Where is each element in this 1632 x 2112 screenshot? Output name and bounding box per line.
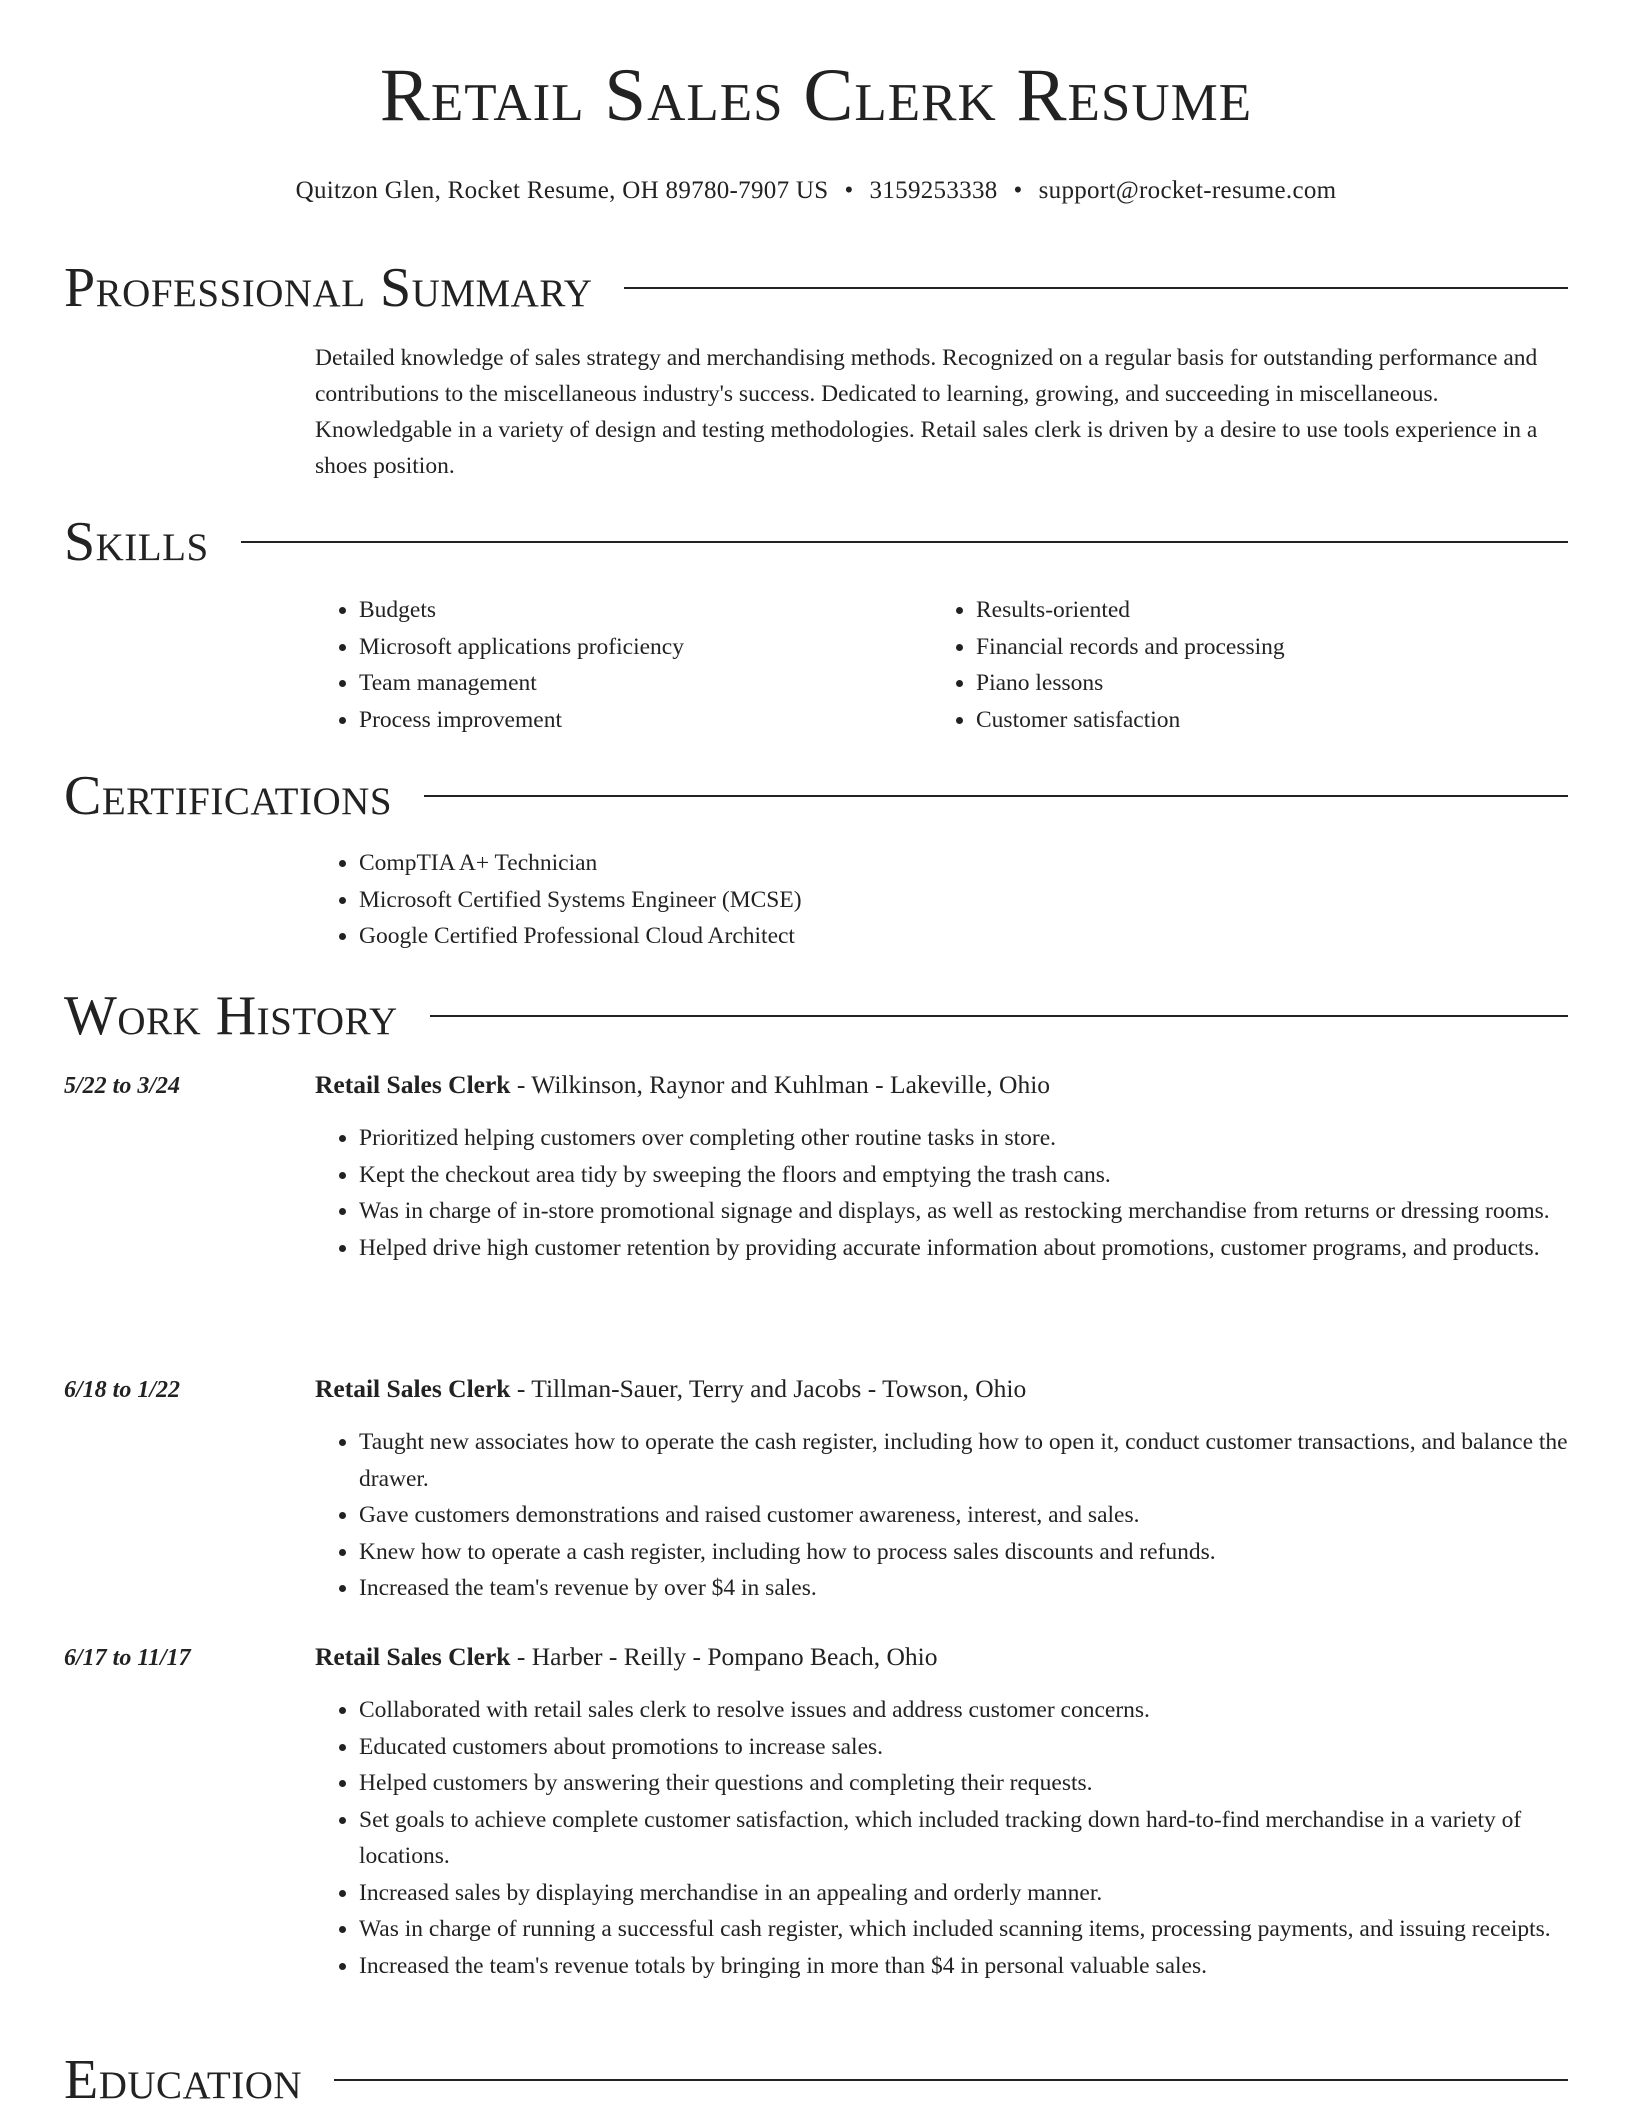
job-bullets (315, 1120, 1570, 1266)
section-work-history (64, 985, 1568, 1047)
job-employer: - Wilkinson, Raynor and Kuhlman - Lakeville, Ohio (510, 1070, 1051, 1099)
list-item: • Google Certified Professional Cloud Architect (359, 918, 1570, 955)
job-employer: - Tillman-Sauer, Terry and Jacobs - Towson, Ohio (510, 1374, 1027, 1403)
job-role: Retail Sales Clerk (315, 1070, 511, 1099)
list-item: • Increased sales by displaying merchandise in an appealing and orderly manner. (359, 1875, 1570, 1912)
skills-left-list (315, 592, 932, 738)
skills-list (315, 592, 1570, 738)
contact-address: Quitzon Glen, Rocket Resume, OH 89780-7907 US (295, 177, 829, 204)
job-bullet-list (315, 1120, 1570, 1266)
list-item: • Financial records and processing (976, 629, 1549, 666)
job-bullets (315, 1424, 1570, 1607)
list-item: • Was in charge of running a successful cash register, which included scanning items, processing payments, and issuing receipts. (359, 1911, 1570, 1948)
section-divider (424, 795, 1568, 797)
list-item: • Helped customers by answering their questions and completing their requests. (359, 1765, 1570, 1802)
job-title (315, 1640, 1570, 1674)
section-heading: Skills (64, 511, 209, 573)
job-employer: - Harber - Reilly - Pompano Beach, Ohio (510, 1642, 938, 1671)
list-item: • Educated customers about promotions to increase sales. (359, 1729, 1570, 1766)
job-bullet-list (315, 1424, 1570, 1607)
job-bullets (315, 1692, 1570, 1984)
contact-phone: 3159253338 (869, 177, 998, 204)
section-certifications (64, 765, 1568, 827)
section-divider (334, 2079, 1568, 2081)
certifications-items (315, 845, 1570, 955)
summary-text: Detailed knowledge of sales strategy and merchandising methods. Recognized on a regular basis for outstanding performance and contributions to the miscellaneous industry's success. Dedicated to learning, growing, and succeeding in miscellaneous. Knowledgable in a variety of design and testing methodologies. Retail sales clerk is driven by a desire to use tools experience in a shoes position. (315, 345, 1538, 479)
section-heading: Education (64, 2049, 303, 2111)
list-item: • Results-oriented (976, 592, 1549, 629)
list-item: • Customer satisfaction (976, 702, 1549, 739)
section-skills (64, 511, 1568, 573)
section-divider (241, 541, 1568, 543)
section-heading: Work History (64, 985, 398, 1047)
section-divider (624, 287, 1568, 289)
contact-line (0, 174, 1632, 208)
list-item: • Team management (359, 665, 932, 702)
section-heading: Certifications (64, 765, 393, 827)
section-professional-summary (64, 257, 1568, 319)
list-item: • Taught new associates how to operate the cash register, including how to open it, conduct customer transactions, and balance the drawer. (359, 1424, 1570, 1497)
job-dates: 6/17 to 11/17 (64, 1645, 191, 1671)
list-item: • Budgets (359, 592, 932, 629)
list-item: • Increased the team's revenue by over $4 in sales. (359, 1570, 1570, 1607)
list-item: • Microsoft Certified Systems Engineer (MCSE) (359, 882, 1570, 919)
list-item: • Gave customers demonstrations and raised customer awareness, interest, and sales. (359, 1497, 1570, 1534)
list-item: • Microsoft applications proficiency (359, 629, 932, 666)
resume-title: Retail Sales Clerk Resume (379, 54, 1253, 137)
job-bullet-list (315, 1692, 1570, 1984)
skills-column-right (932, 592, 1549, 738)
section-heading: Professional Summary (64, 257, 593, 319)
job-role: Retail Sales Clerk (315, 1642, 511, 1671)
list-item: • CompTIA A+ Technician (359, 845, 1570, 882)
job-dates: 6/18 to 1/22 (64, 1377, 181, 1403)
skills-column-left (315, 592, 932, 738)
contact-separator: • (1013, 177, 1023, 204)
list-item: • Helped drive high customer retention by providing accurate information about promotions, customer programs, and products. (359, 1230, 1570, 1267)
section-divider (430, 1015, 1568, 1017)
list-item: • Collaborated with retail sales clerk to resolve issues and address customer concerns. (359, 1692, 1570, 1729)
job-title (315, 1372, 1570, 1406)
list-item: • Set goals to achieve complete customer satisfaction, which included tracking down hard-to-find merchandise in a variety of locations. (359, 1802, 1570, 1875)
contact-email[interactable]: support@rocket-resume.com (1038, 177, 1337, 204)
skills-right-list (932, 592, 1549, 738)
job-role: Retail Sales Clerk (315, 1374, 511, 1403)
section-education (64, 2049, 1568, 2111)
list-item: • Process improvement (359, 702, 932, 739)
job-title (315, 1068, 1570, 1102)
list-item: • Prioritized helping customers over completing other routine tasks in store. (359, 1120, 1570, 1157)
contact-separator: • (844, 177, 854, 204)
list-item: • Kept the checkout area tidy by sweeping the floors and emptying the trash cans. (359, 1157, 1570, 1194)
list-item: • Was in charge of in-store promotional signage and displays, as well as restocking merchandise from returns or dressing rooms. (359, 1193, 1570, 1230)
list-item: • Knew how to operate a cash register, including how to process sales discounts and refunds. (359, 1534, 1570, 1571)
job-dates: 5/22 to 3/24 (64, 1073, 181, 1099)
certifications-list (315, 845, 1570, 955)
list-item: • Piano lessons (976, 665, 1549, 702)
list-item: • Increased the team's revenue totals by bringing in more than $4 in personal valuable sales. (359, 1948, 1570, 1985)
